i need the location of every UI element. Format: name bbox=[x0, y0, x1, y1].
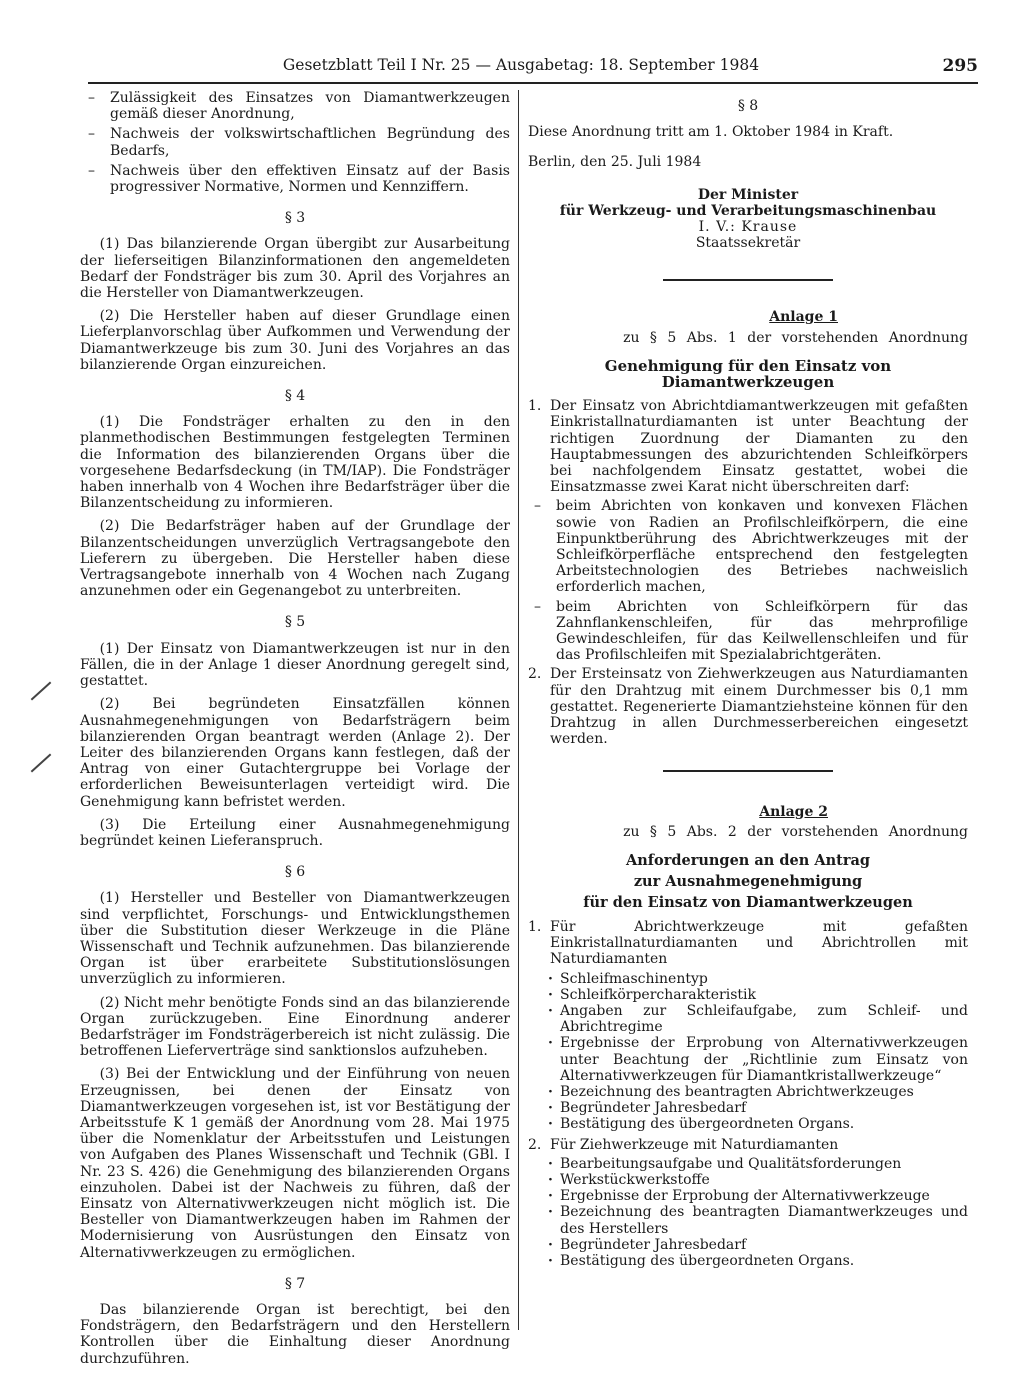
item-number: 1. bbox=[528, 398, 542, 415]
anlage2-item bbox=[528, 919, 968, 968]
anlage1-reference: zu § 5 Abs. 1 der vorstehenden Anordnung bbox=[623, 329, 968, 346]
anlage2-bullet: · Ergebnisse der Erprobung der Alternativwerkzeuge bbox=[528, 1188, 968, 1204]
page-header bbox=[88, 52, 978, 84]
item-number: 1. bbox=[528, 918, 542, 935]
section-heading: § 6 bbox=[284, 864, 306, 881]
item-number: 2. bbox=[528, 1136, 542, 1153]
anlage2-title: Anlage 2 bbox=[759, 803, 828, 820]
paragraph: (1) Der Einsatz von Diamantwerkzeugen ist nur in den Fällen, die in der Anlage 1 dieser Anordnung geregelt sind, gestattet. bbox=[80, 640, 510, 690]
anlage2-heading: zur Ausnahmegenehmigung bbox=[633, 872, 863, 890]
intro-item: – Zulässigkeit des Einsatzes von Diamantwerkzeugen gemäß dieser Anordnung, bbox=[80, 90, 510, 122]
anlage2-heading: für den Einsatz von Diamantwerkzeugen bbox=[583, 893, 913, 911]
section-heading: § 7 bbox=[284, 1275, 306, 1292]
item-text: Für Ziehwerkzeuge mit Naturdiamanten bbox=[550, 1136, 839, 1153]
anlage1-title: Anlage 1 bbox=[769, 309, 838, 326]
right-column bbox=[528, 90, 968, 1269]
anlage2-bullet: · Bezeichnung des beantragten Diamantwerkzeuges und des Herstellers bbox=[528, 1204, 968, 1236]
paragraph: (1) Das bilanzierende Organ übergibt zur Ausarbeitung der lieferseitigen Bilanzinformationen den angemeldeten Bedarf der Fondsträger bis zum 30. April des Vorjahres an die Hersteller von Diamantwerkzeugen. bbox=[80, 236, 510, 302]
anlage2-bullet: · Begründeter Jahresbedarf bbox=[528, 1237, 968, 1253]
anlage2-bullet: · Bestätigung des übergeordneten Organs. bbox=[528, 1253, 968, 1269]
anlage1-subitem: – beim Abrichten von Schleifkörpern für das Zahnflankenschleifen, für das mehrprofilige Gewindeschleifen, für das Keilwellenschleifen und für das Profilschleifen mit Spezialabrichtgeräten. bbox=[528, 599, 968, 664]
section-heading: § 5 bbox=[284, 614, 306, 631]
anlage2-reference: zu § 5 Abs. 2 der vorstehenden Anordnung bbox=[623, 823, 968, 840]
anlage2-bullet: · Bestätigung des übergeordneten Organs. bbox=[528, 1116, 968, 1132]
separator-rule bbox=[663, 279, 833, 281]
anlage2-bullet: · Schleifkörpercharakteristik bbox=[528, 987, 968, 1003]
anlage2-bullet: · Angaben zur Schleifaufgabe, zum Schleif- und Abrichtregime bbox=[528, 1003, 968, 1035]
item-text: Der Einsatz von Abrichtdiamantwerkzeugen mit gefaßten Einkristallnaturdiamanten ist unter Beachtung der richtigen Zuordnung der Diamanten zu den Hauptabmessungen des abzurichtenden Schleifkörpers bei nachfolgendem Einsatz gestattet, wobei die Einsatzmasse zwei Karat nicht überschreiten darf: bbox=[550, 398, 968, 496]
header-title: Gesetzblatt Teil I Nr. 25 — Ausgabetag: 18. September 1984 bbox=[282, 56, 760, 74]
paragraph: Diese Anordnung tritt am 1. Oktober 1984 in Kraft. bbox=[528, 124, 894, 141]
anlage2-bullet: · Bezeichnung des beantragten Abrichtwerkzeuges bbox=[528, 1084, 968, 1100]
margin-pencil-mark bbox=[31, 754, 52, 773]
anlage2-bullet: · Werkstückwerkstoffe bbox=[528, 1172, 968, 1188]
intro-item: – Nachweis über den effektiven Einsatz auf der Basis progressiver Normative, Normen und Kennziffern. bbox=[80, 163, 510, 195]
anlage2-bullet: · Ergebnisse der Erprobung von Alternativwerkzeugen unter Beachtung der „Richtlinie zum Einsatz von Alternativwerkzeugen für Diamantkristallwerkzeuge“ bbox=[528, 1035, 968, 1084]
paragraph: (1) Hersteller und Besteller von Diamantwerkzeugen sind verpflichtet, Forschungs- und Entwicklungsthemen über die Substitution dieser Werkzeuge in die Pläne Wissenschaft und Technik aufzunehmen. Das bilanzierende Organ ist über erarbeitete Substitutionslösungen unverzüglich zu informieren. bbox=[80, 890, 510, 988]
anlage2-bullet: · Begründeter Jahresbedarf bbox=[528, 1100, 968, 1116]
paragraph: Das bilanzierende Organ ist berechtigt, bei den Fondsträgern, den Bedarfsträgern und den Herstellern Kontrollen über die Einhaltung dieser Anordnung durchzuführen. bbox=[80, 1302, 510, 1367]
anlage2-bullet: · Bearbeitungsaufgabe und Qualitätsforderungen bbox=[528, 1156, 968, 1172]
signature-ministry: für Werkzeug- und Verarbeitungsmaschinenbau bbox=[559, 202, 937, 219]
section-heading: § 8 bbox=[737, 98, 759, 114]
signature-title: Der Minister bbox=[697, 186, 799, 203]
anlage2-item bbox=[528, 1137, 968, 1153]
item-text: Für Abrichtwerkzeuge mit gefaßten Einkristallnaturdiamanten und Abrichtrollen mit Naturdiamanten bbox=[550, 918, 968, 968]
anlage1-item bbox=[528, 398, 968, 495]
item-text: Der Ersteinsatz von Ziehwerkzeugen aus Naturdiamanten für den Drahtzug mit einem Durchmesser bis 0,1 mm gestattet. Regenerierte Diamantziehsteine können für den Drahtzug in allen Durchmesserbereichen eingesetzt werden. bbox=[550, 666, 968, 748]
page-number: 295 bbox=[942, 56, 978, 76]
intro-item: – Nachweis der volkswirtschaftlichen Begründung des Bedarfs, bbox=[80, 126, 510, 158]
paragraph: (3) Die Erteilung einer Ausnahmegenehmigung begründet keinen Lieferanspruch. bbox=[80, 816, 510, 849]
column-divider bbox=[518, 90, 519, 1330]
paragraph: (2) Nicht mehr benötigte Fonds sind an das bilanzierende Organ zurückzugeben. Eine Einordnung anderer Bedarfsträger im Fondsträgerbereich ist nicht zulässig. Die betroffenen Lieferverträge sind sanktionslos aufzuheben. bbox=[80, 994, 510, 1060]
signature-name: I. V.: Krause bbox=[698, 219, 798, 236]
item-number: 2. bbox=[528, 666, 542, 683]
anlage2-bullet: · Schleifmaschinentyp bbox=[528, 971, 968, 987]
anlage1-subitem: – beim Abrichten von konkaven und konvexen Flächen sowie von Radien an Profilschleifkörpern, die eine Einpunktberührung des Abrichtwerkzeuges mit der Schleifkörperfläche entsprechend den festgelegten Arbeitstechnologien des Betriebes nachweislich erforderlich machen, bbox=[528, 498, 968, 595]
paragraph: (3) Bei der Entwicklung und der Einführung von neuen Erzeugnissen, bei denen der Einsatz von Diamantwerkzeugen vorgesehen ist, ist vor Bestätigung der Arbeitsstufe K 1 gemäß der Anordnung vom 28. Mai 1975 über die Nomenklatur der Arbeitsstufen und Leistungen von Aufgaben des Planes Wissenschaft und Technik (GBl. I Nr. 23 S. 426) die Genehmigung des bilanzierenden Organs einzuholen. Dabei ist der Nachweis zu führen, daß der Einsatz von Alternativwerkzeugen nicht möglich ist. Die Besteller von Diamantwerkzeugen haben im Rahmen der Modernisierung von Ausrüstungen den Einsatz von Alternativwerkzeugen zu ermöglichen. bbox=[80, 1066, 510, 1261]
section-heading: § 3 bbox=[284, 210, 306, 227]
section-heading: § 4 bbox=[284, 388, 306, 405]
separator-rule bbox=[663, 770, 833, 772]
left-column bbox=[80, 90, 510, 1374]
margin-pencil-mark bbox=[31, 682, 52, 701]
signature-role: Staatssekretär bbox=[695, 235, 801, 252]
anlage1-item bbox=[528, 666, 968, 747]
paragraph: (1) Die Fondsträger erhalten zu den in den planmethodischen Bestimmungen festgelegten Terminen die Information des bilanzierenden Organs über die vorgesehene Bedarfsdeckung (in TM/IAP). Die Fondsträger haben innerhalb von 4 Wochen ihre Bedarfsträger über die Bilanzentscheidung zu informieren. bbox=[80, 414, 510, 512]
paragraph: (2) Bei begründeten Einsatzfällen können Ausnahmegenehmigungen von Bedarfsträgern beim bilanzierenden Organ beantragt werden (Anlage 2). Der Leiter des bilanzierenden Organs kann festlegen, daß der Antrag von einer Gutachtergruppe bei Vorlage der erforderlichen Beweisunterlagen verteidigt wird. Die Genehmigung kann befristet werden. bbox=[80, 696, 510, 810]
date-line: Berlin, den 25. Juli 1984 bbox=[528, 154, 702, 171]
paragraph: (2) Die Hersteller haben auf dieser Grundlage einen Lieferplanvorschlag über Aufkommen und Verwendung der Diamantwerkzeuge bis zum 30. Juni des Vorjahres an das bilanzierende Organ einzureichen. bbox=[80, 308, 510, 373]
paragraph: (2) Die Bedarfsträger haben auf der Grundlage der Bilanzentscheidungen unverzüglich Vertragsangebote den Lieferern zu übergeben. Die Hersteller haben diese Vertragsangebote innerhalb von 4 Wochen nach Zugang anzunehmen oder ein Gegenangebot zu unterbreiten. bbox=[80, 518, 510, 600]
anlage2-heading: Anforderungen an den Antrag bbox=[626, 851, 870, 869]
anlage1-heading: Genehmigung für den Einsatz von Diamantwerkzeugen bbox=[604, 356, 892, 392]
